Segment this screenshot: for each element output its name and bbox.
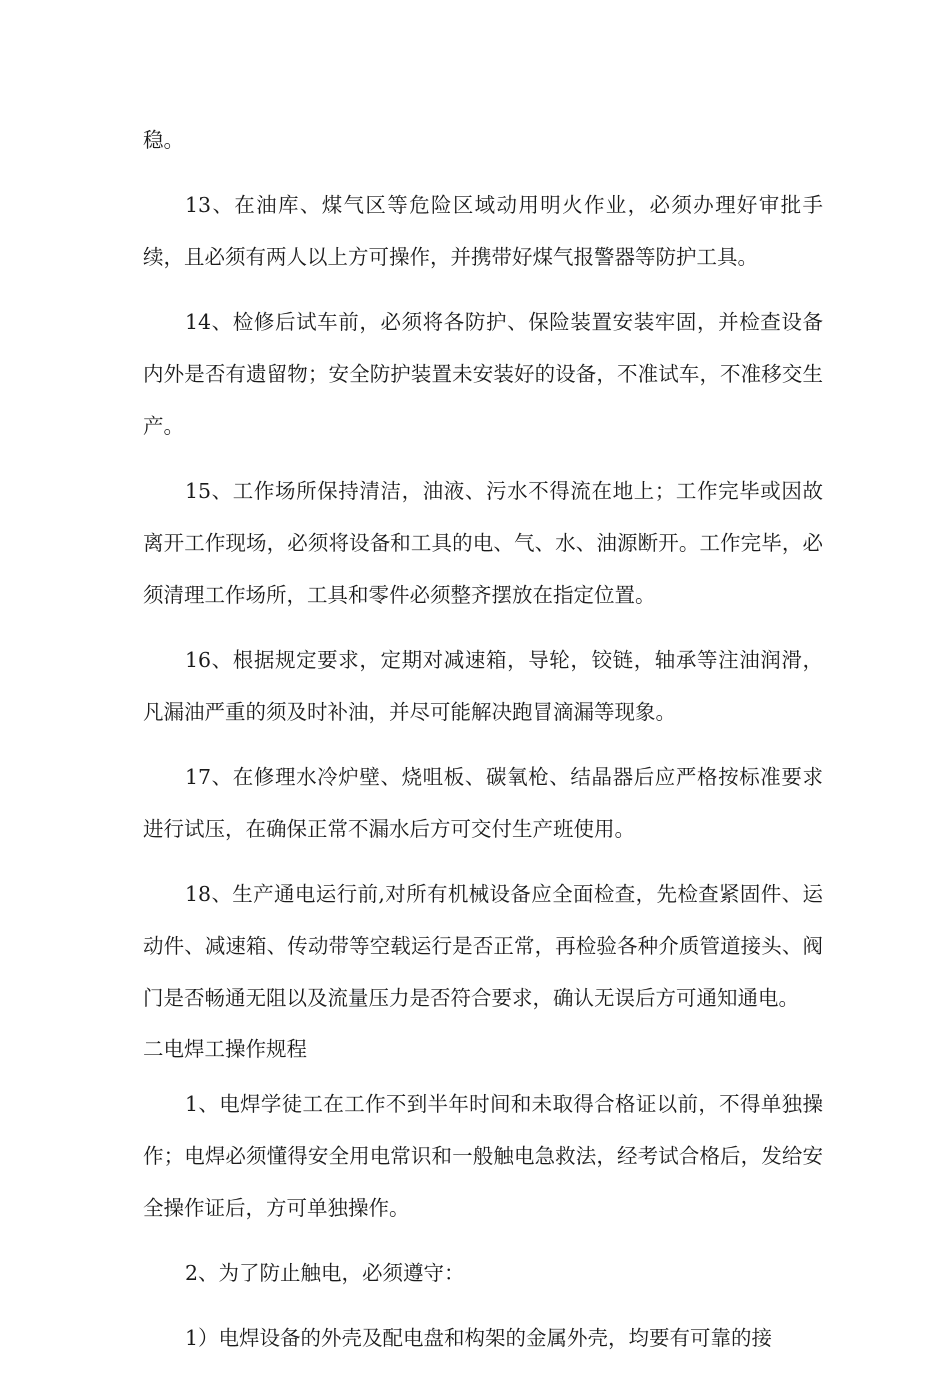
- paragraph-item-15: 15、工作场所保持清洁，油液、污水不得流在地上；工作完毕或因故离开工作现场，必须将设备和工具的电、气、水、油源断开。工作完毕，必须清理工作场所，工具和零件必须整齐摆放在指定位置。: [143, 479, 823, 607]
- section-paragraph-item-1: 1、电焊学徒工在工作不到半年时间和未取得合格证以前，不得单独操作；电焊必须懂得安全用电常识和一般触电急救法，经考试合格后，发给安全操作证后，方可单独操作。: [143, 1092, 823, 1220]
- paragraph-item-17: 17、在修理水冷炉壁、烧咀板、碳氧枪、结晶器后应严格按标准要求进行试压，在确保正常不漏水后方可交付生产班使用。: [143, 765, 823, 841]
- paragraph-item-14: 14、检修后试车前，必须将各防护、保险装置安装牢固，并检查设备内外是否有遗留物；安全防护装置未安装好的设备，不准试车，不准移交生产。: [143, 310, 823, 438]
- document-body: [143, 114, 823, 1377]
- paragraph-item-16: 16、根据规定要求，定期对减速箱，导轮，铰链，轴承等注油润滑，凡漏油严重的须及时补油，并尽可能解决跑冒滴漏等现象。: [143, 648, 823, 724]
- paragraph-continuation: 稳。: [143, 128, 184, 152]
- paragraph-item-18: 18、生产通电运行前,对所有机械设备应全面检查，先检查紧固件、运动件、减速箱、传动带等空载运行是否正常，再检验各种介质管道接头、阀门是否畅通无阻以及流量压力是否符合要求，确认无误后方可通知通电。: [143, 882, 823, 1010]
- paragraph-item-13: 13、在油库、煤气区等危险区域动用明火作业，必须办理好审批手续，且必须有两人以上方可操作，并携带好煤气报警器等防护工具。: [143, 193, 823, 269]
- section-heading: 二电焊工操作规程: [143, 1037, 307, 1061]
- section-paragraph-item-2: 2、为了防止触电，必须遵守：: [185, 1261, 465, 1285]
- section-paragraph-subitem-1: 1）电焊设备的外壳及配电盘和构架的金属外壳，均要有可靠的接: [185, 1326, 773, 1350]
